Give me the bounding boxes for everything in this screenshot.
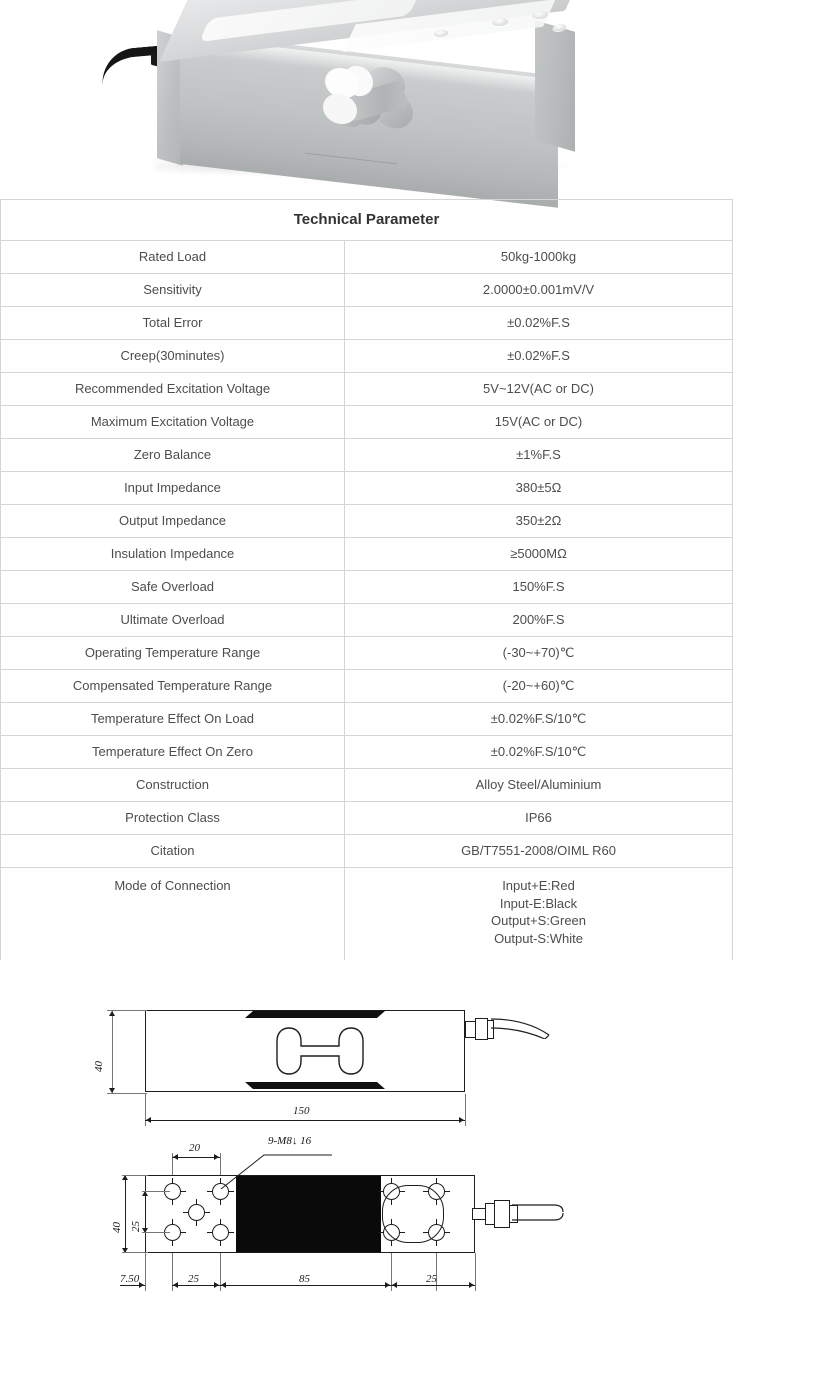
- side-view-height-ext-top: [107, 1010, 147, 1011]
- table-row: [1, 274, 751, 307]
- table-row: [1, 505, 751, 538]
- table-pad-cell: [733, 340, 751, 373]
- parameter-value: 5V~12V(AC or DC): [345, 373, 733, 406]
- table-row: [1, 604, 751, 637]
- table-row: [1, 373, 751, 406]
- plan-view-cutout-outline: [382, 1185, 444, 1243]
- table-row: [1, 538, 751, 571]
- parameter-value: ±0.02%F.S: [345, 340, 733, 373]
- table-row: [1, 307, 751, 340]
- table-pad-cell: [733, 802, 751, 835]
- side-view-notch-top: [245, 1011, 385, 1018]
- table-pad-cell: [733, 373, 751, 406]
- technical-parameter-table: [0, 199, 751, 976]
- table-pad-cell: [733, 604, 751, 637]
- parameter-value: (-20~+60)℃: [345, 670, 733, 703]
- table-pad-cell: [733, 670, 751, 703]
- parameter-value: ±0.02%F.S/10℃: [345, 736, 733, 769]
- side-view-notch-bottom: [245, 1082, 385, 1089]
- dim-arrow: [385, 1282, 390, 1288]
- dim-arrow: [469, 1282, 474, 1288]
- parameter-label: Rated Load: [1, 241, 345, 274]
- parameter-value: 380±5Ω: [345, 472, 733, 505]
- side-view-height-dim-line: [112, 1010, 113, 1094]
- table-pad-cell: [733, 307, 751, 340]
- plan-dim-text-3: 85: [299, 1273, 310, 1285]
- plan-view-top-dim-line: [172, 1157, 220, 1158]
- parameter-label: Temperature Effect On Load: [1, 703, 345, 736]
- parameter-label: Operating Temperature Range: [1, 637, 345, 670]
- parameter-label: Output Impedance: [1, 505, 345, 538]
- plan-view-cable: [512, 1202, 564, 1224]
- dim-arrow: [173, 1282, 178, 1288]
- table-pad-cell: [733, 703, 751, 736]
- plan-dim-text-2: 25: [188, 1273, 199, 1285]
- dim-arrow: [392, 1282, 397, 1288]
- dim-arrow: [221, 1282, 226, 1288]
- parameter-value: ±1%F.S: [345, 439, 733, 472]
- table-row: [1, 340, 751, 373]
- table-row: [1, 439, 751, 472]
- plan-view-inner-height-dim-line: [145, 1191, 146, 1233]
- table-pad-cell: [733, 769, 751, 802]
- parameter-value: 200%F.S: [345, 604, 733, 637]
- plan-dim-ext: [475, 1253, 476, 1291]
- parameter-label: Compensated Temperature Range: [1, 670, 345, 703]
- table-row: [1, 703, 751, 736]
- parameter-label: Zero Balance: [1, 439, 345, 472]
- dim-arrow: [109, 1011, 115, 1016]
- table-row: [1, 406, 751, 439]
- parameter-value: GB/T7551-2008/OIML R60: [345, 835, 733, 868]
- table-pad-cell: [733, 241, 751, 274]
- table-row: [1, 802, 751, 835]
- table-row: [1, 637, 751, 670]
- plan-view-inner-height-dim-text: 25: [130, 1221, 142, 1232]
- table-pad-cell: [733, 571, 751, 604]
- side-view-height-ext-bottom: [107, 1093, 147, 1094]
- table-pad-cell: [733, 736, 751, 769]
- connection-line: Output+S:Green: [490, 913, 587, 929]
- parameter-label: Safe Overload: [1, 571, 345, 604]
- table-row: [1, 670, 751, 703]
- plan-dim-line: [172, 1285, 220, 1286]
- plan-view-top-dim-text: 20: [189, 1142, 200, 1154]
- connection-line: Input+E:Red: [502, 878, 575, 893]
- table-pad-cell: [733, 538, 751, 571]
- parameter-value: 2.0000±0.001mV/V: [345, 274, 733, 307]
- mounting-hole: [188, 1204, 205, 1221]
- product-photo-block: [0, 0, 817, 195]
- plan-view-height-dim-line: [125, 1175, 126, 1253]
- plan-dim-line: [391, 1285, 475, 1286]
- plan-view-inner-ext-bottom: [142, 1232, 170, 1233]
- table-row: [1, 835, 751, 868]
- table-row: [1, 241, 751, 274]
- plan-dim-text-1: 7.50: [120, 1273, 140, 1285]
- dim-arrow: [139, 1282, 144, 1288]
- parameter-label: Sensitivity: [1, 274, 345, 307]
- table-pad-cell: [733, 439, 751, 472]
- plan-dim-line: [220, 1285, 391, 1286]
- table-pad-cell: [733, 274, 751, 307]
- dim-arrow: [146, 1117, 151, 1123]
- side-view-length-dim-text: 150: [293, 1105, 310, 1117]
- parameter-label: Insulation Impedance: [1, 538, 345, 571]
- table-pad-cell: [733, 505, 751, 538]
- parameter-label: Maximum Excitation Voltage: [1, 406, 345, 439]
- plan-view-height-dim-text: 40: [111, 1222, 123, 1233]
- parameter-value: Alloy Steel/Aluminium: [345, 769, 733, 802]
- table-row: [1, 736, 751, 769]
- table-pad-cell: [733, 835, 751, 868]
- load-cell-machined-cutout: [323, 60, 428, 144]
- side-elevation-drawing: [93, 1008, 595, 1128]
- parameter-label: Protection Class: [1, 802, 345, 835]
- plan-view-top-dim-ext-right: [220, 1153, 221, 1175]
- connection-line: Output-S:White: [494, 930, 583, 946]
- plan-dim-text-4: 25: [426, 1273, 437, 1285]
- table-pad-cell: [733, 472, 751, 505]
- table-pad-cell: [733, 200, 751, 241]
- load-cell-product-image: [95, 6, 575, 188]
- dimension-drawings-block: [0, 960, 817, 1379]
- parameter-value: ±0.02%F.S: [345, 307, 733, 340]
- table-header-row: [1, 200, 751, 241]
- parameter-value: 15V(AC or DC): [345, 406, 733, 439]
- table-row: [1, 472, 751, 505]
- table-row: [1, 769, 751, 802]
- plan-view-inner-ext-top: [142, 1191, 170, 1192]
- dim-arrow: [214, 1282, 219, 1288]
- parameter-value: ≥5000MΩ: [345, 538, 733, 571]
- side-view-height-dim-text: 40: [93, 1061, 105, 1072]
- thread-callout-leader: [212, 1149, 332, 1189]
- side-view-length-ext-right: [465, 1094, 466, 1126]
- parameter-value: 350±2Ω: [345, 505, 733, 538]
- dim-arrow: [173, 1154, 178, 1160]
- dim-arrow: [459, 1117, 464, 1123]
- parameter-label: Creep(30minutes): [1, 340, 345, 373]
- side-view-cable: [491, 1017, 553, 1039]
- parameter-value: IP66: [345, 802, 733, 835]
- table-row: [1, 571, 751, 604]
- dim-arrow: [214, 1154, 219, 1160]
- table-pad-cell: [733, 406, 751, 439]
- parameter-label: Total Error: [1, 307, 345, 340]
- plan-dim-ext: [145, 1253, 146, 1291]
- parameter-value: 150%F.S: [345, 571, 733, 604]
- parameter-label: Mode of Connection: [1, 868, 345, 976]
- side-view-cutout-outline: [275, 1026, 365, 1076]
- side-view-length-dim-line: [145, 1120, 465, 1121]
- plan-view-drawing: [111, 1135, 600, 1345]
- table-pad-cell: [733, 637, 751, 670]
- parameter-value: ±0.02%F.S/10℃: [345, 703, 733, 736]
- parameter-label: Citation: [1, 835, 345, 868]
- parameter-label: Construction: [1, 769, 345, 802]
- parameter-label: Ultimate Overload: [1, 604, 345, 637]
- table-title: Technical Parameter: [1, 200, 733, 241]
- mounting-hole: [212, 1224, 229, 1241]
- parameter-label: Temperature Effect On Zero: [1, 736, 345, 769]
- plan-view-height-ext-top: [122, 1175, 148, 1176]
- load-cell-right-face: [535, 20, 575, 151]
- parameter-label: Recommended Excitation Voltage: [1, 373, 345, 406]
- parameter-value: 50kg-1000kg: [345, 241, 733, 274]
- connection-line: Input-E:Black: [499, 895, 578, 911]
- thread-callout-text: 9-M8↓ 16: [268, 1135, 312, 1147]
- parameter-value: (-30~+70)℃: [345, 637, 733, 670]
- parameter-label: Input Impedance: [1, 472, 345, 505]
